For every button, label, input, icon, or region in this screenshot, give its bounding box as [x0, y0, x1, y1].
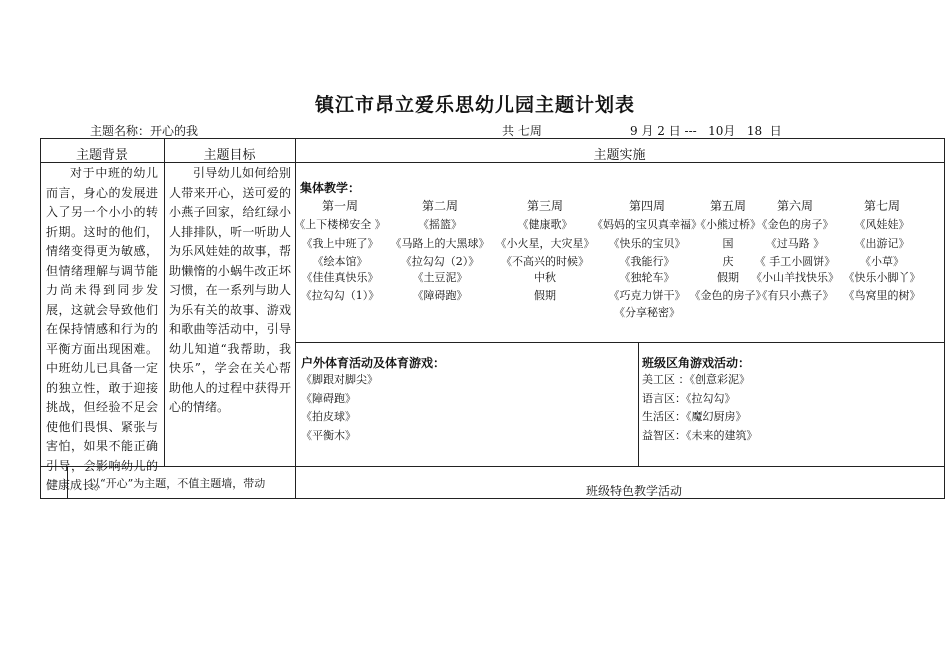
lesson-cell: 《上下楼梯安全 》: [294, 218, 386, 231]
week-header: 第一周: [321, 199, 359, 213]
header-background: 主题背景: [75, 148, 128, 163]
lesson-cell: 《健康歌》: [517, 218, 573, 231]
week-header: 第七周: [863, 199, 901, 213]
lesson-cell: 《有只小燕子》: [756, 289, 834, 302]
corner-label: 班级区角游戏活动：: [642, 356, 751, 370]
header-implementation: 主题实施: [593, 148, 646, 163]
col-divider-3: [638, 342, 639, 467]
lesson-cell: 《小山羊找快乐》: [751, 271, 839, 284]
lesson-cell: 《独轮车》: [619, 271, 675, 284]
lesson-cell: 《分享秘密》: [614, 306, 680, 319]
lesson-cell: 《佳佳真快乐》: [301, 271, 379, 284]
lesson-cell: 《小熊过桥》: [695, 218, 761, 231]
list-item: 《平衡木》: [301, 428, 356, 442]
document-title: 镇江市昂立爱乐思幼儿园主题计划表: [314, 94, 635, 116]
week-header: 第六周: [776, 199, 814, 213]
lesson-cell: 国: [722, 237, 734, 250]
week-header: 第二周: [421, 199, 459, 213]
lesson-cell: 《马路上的大黑球》: [390, 237, 490, 250]
week-header: 第五周: [709, 199, 747, 213]
impl-divider: [295, 342, 945, 343]
lesson-cell: 《鸟窝里的树》: [843, 289, 921, 302]
lesson-cell: 《小草》: [860, 255, 904, 268]
lesson-cell: 《出游记》: [854, 237, 910, 250]
lesson-cell: 《妈妈的宝贝真幸福》: [592, 218, 702, 231]
lesson-cell: 《我上中班了》: [301, 237, 379, 250]
week-header: 第四周: [628, 199, 666, 213]
lesson-cell: 《不高兴的时候》: [501, 255, 589, 268]
date-range: 9 月 2 日 --- 10月 18 日: [630, 124, 782, 138]
list-item: 美工区 ：《创意彩泥》: [642, 373, 750, 386]
table-border-right: [944, 138, 945, 499]
lesson-cell: 《巧克力饼干》: [608, 289, 686, 302]
header-goal: 主题目标: [203, 148, 256, 163]
lesson-cell: 《拉勾勾（1）》: [300, 289, 380, 302]
lesson-cell: 《金色的房子》: [756, 218, 834, 231]
row-divider: [40, 466, 945, 467]
lesson-cell: 《过马路 》: [765, 237, 825, 250]
lesson-cell: 《小火星，大灾星》: [495, 237, 595, 250]
lesson-cell: 《金色的房子》: [689, 289, 767, 302]
table-border-top: [40, 138, 945, 139]
list-item: 生活区：《魔幻厨房》: [642, 410, 747, 423]
lesson-cell: 《绘本馆》: [312, 255, 368, 268]
lesson-cell: 《风娃娃》: [854, 218, 910, 231]
theme-name: 主题名称：开心的我: [90, 124, 199, 138]
lesson-cell: 《土豆泥》: [412, 271, 468, 284]
week-header: 第三周: [526, 199, 564, 213]
goal-text: 引导幼儿如何给别人带来开心，送可爱的小燕子回家，给红绿小人排排队，听一听助人为乐风娃娃的故事，帮助懒惰的小蜗牛改正坏习惯，在一系列与助人为乐有关的故事、游戏和歌曲等活动中，引导幼儿知道“我帮助，我快乐”，学会在关心帮助他人的过程中获得开心的情绪。: [169, 166, 291, 414]
lesson-cell: 假期: [717, 271, 739, 284]
list-item: 语言区：《拉勾勾》: [642, 391, 736, 405]
bottom-right-text: 班级特色教学活动: [586, 484, 683, 498]
lesson-cell: 《摇篮》: [418, 218, 462, 231]
col-divider-2: [295, 138, 296, 499]
lesson-cell: 假期: [534, 289, 556, 302]
background-text: 对于中班的幼儿而言，身心的发展进入了另一个小小的转折期。这时的他们，情绪变得更为敏感，但情绪理解与调节能力尚未得到同步发展，这就会导致他们在保持情感和行为的平衡方面出现困难。中班幼儿已具备一定的独立性，敢于迎接挑战，但经验不足会使他们畏惧、紧张与害怕，如果不能正确引导，会影响幼儿的健康成长。: [46, 166, 158, 492]
lesson-cell: 《快乐小脚丫》: [843, 271, 921, 284]
group-teaching-label: 集体教学：: [300, 181, 361, 195]
lesson-cell: 中秋: [534, 271, 556, 284]
lesson-cell: 《快乐的宝贝》: [608, 237, 686, 250]
lesson-cell: 《 手工小圆饼》: [754, 255, 836, 268]
outdoor-label: 户外体育活动及体育游戏：: [301, 356, 446, 370]
table-border-bottom: [40, 498, 945, 499]
lesson-cell: 《障碍跑》: [412, 289, 468, 302]
list-item: 《拍皮球》: [301, 410, 356, 423]
list-item: 《脚跟对脚尖》: [301, 373, 378, 386]
list-item: 《障碍跑》: [301, 391, 356, 405]
bottom-left-text: 以“开心”为主题，不值主题墙，带动: [89, 477, 266, 490]
lesson-cell: 《拉勾勾（2）》: [400, 255, 480, 268]
lesson-cell: 《我能行》: [619, 255, 675, 268]
table-border-left: [40, 138, 41, 499]
col-divider-1: [164, 138, 165, 467]
list-item: 益智区：《未来的建筑》: [642, 428, 758, 442]
outdoor-list: [301, 371, 378, 445]
lesson-cell: 庆: [722, 255, 734, 268]
corner-list: [642, 371, 758, 445]
duration: 共 七周: [502, 124, 542, 138]
